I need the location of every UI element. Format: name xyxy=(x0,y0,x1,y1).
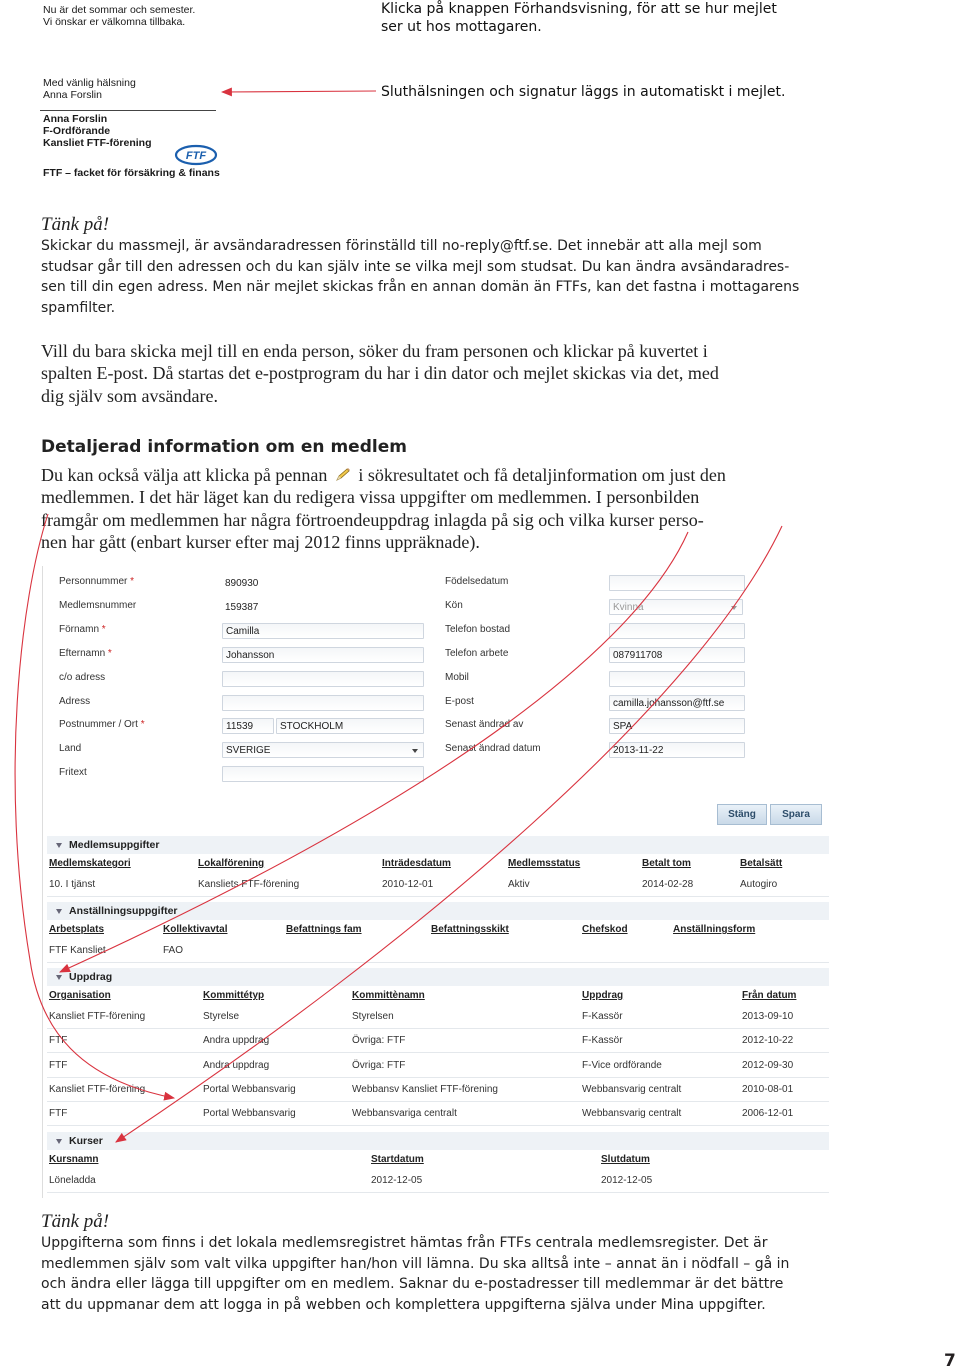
label-kon: Kön xyxy=(445,600,463,611)
chevron-down-icon xyxy=(56,1139,62,1144)
row-divider xyxy=(47,1125,829,1126)
land-select[interactable] xyxy=(222,742,424,758)
table-cell: FAO xyxy=(163,945,184,956)
table-cell: 2006-12-01 xyxy=(742,1108,794,1119)
table-cell: F-Vice ordförande xyxy=(582,1060,662,1071)
column-header[interactable]: Medlemskategori xyxy=(49,858,131,869)
ftf-logo xyxy=(174,144,218,166)
table-cell: Löneladda xyxy=(49,1175,96,1186)
table-cell: FTF xyxy=(49,1035,68,1046)
column-header[interactable]: Kommittènamn xyxy=(352,990,425,1001)
table-cell: Webbansv Kansliet FTF-förening xyxy=(352,1084,498,1095)
paragraph-line: framgår om medlemmen har några förtroendeuppdrag inlagda på sig och vilka kurser perso- xyxy=(41,509,704,530)
page-number: 7 xyxy=(944,1351,956,1370)
signature-org: Kansliet FTF-förening xyxy=(43,137,152,149)
table-cell: 10. I tjänst xyxy=(49,879,96,890)
paragraph-line: spalten E-post. Då startas det e-postprogram du har i din dator och mejlet skickas via det, med xyxy=(41,363,719,384)
mobil-input[interactable] xyxy=(609,671,745,687)
tip-line: sen till din egen adress. Men när mejlet skickas från en annan domän än FTFs, kan det fastna i mottagarens xyxy=(41,279,800,295)
section-employment[interactable] xyxy=(47,902,829,920)
fritext-input[interactable] xyxy=(222,766,424,782)
column-header[interactable]: Medlemsstatus xyxy=(508,858,581,869)
label-mobil: Mobil xyxy=(445,672,469,683)
medlemsnummer-value: 159387 xyxy=(225,602,259,613)
paragraph-line: medlemmen. I det här läget kan du redigera vissa uppgifter om medlemmen. I personbilden xyxy=(41,487,700,508)
signature-greeting xyxy=(43,77,136,101)
paragraph-line: Vill du bara skicka mejl till en enda person, söker du fram personen och klickar på kuvertet i xyxy=(41,341,708,361)
label-senast-andrad-av: Senast ändrad av xyxy=(445,719,524,730)
adress-input[interactable] xyxy=(222,695,424,711)
label-land: Land xyxy=(59,743,82,754)
telefon-bostad-input[interactable] xyxy=(609,623,745,639)
table-cell: Portal Webbansvarig xyxy=(203,1084,296,1095)
table-cell: Aktiv xyxy=(508,879,530,890)
table-cell: Kansliet FTF-förening xyxy=(49,1011,146,1022)
signature-name: Anna Forslin xyxy=(43,113,108,125)
row-divider xyxy=(47,962,829,963)
table-cell: Portal Webbansvarig xyxy=(203,1108,296,1119)
label-co-adress: c/o adress xyxy=(59,672,106,683)
table-cell: Webbansvariga centralt xyxy=(352,1108,457,1119)
signature-block xyxy=(43,113,152,149)
table-cell: Övriga: FTF xyxy=(352,1035,406,1046)
label-telefon-arbete: Telefon arbete xyxy=(445,648,509,659)
row-divider xyxy=(47,1052,829,1053)
preview-callout-line-2: ser ut hos mottagaren. xyxy=(381,19,542,35)
table-cell: FTF Kansliet xyxy=(49,945,106,956)
label-personnummer: Personnummer * xyxy=(59,576,135,587)
pencil-icon xyxy=(334,468,352,482)
vacation-message xyxy=(43,4,195,28)
table-cell: 2010-08-01 xyxy=(742,1084,794,1095)
tip-line: spamfilter. xyxy=(41,299,116,316)
label-postnummer-ort: Postnummer / Ort * xyxy=(59,719,145,730)
table-cell: Andra uppdrag xyxy=(203,1060,270,1071)
paragraph-line: nen har gått (enbart kurser efter maj 2012 finns uppräknade). xyxy=(41,531,480,552)
table-cell: Webbansvarig centralt xyxy=(582,1108,682,1119)
table-cell: Andra uppdrag xyxy=(203,1035,270,1046)
signature-callout: Sluthälsningen och signatur läggs in automatiskt i mejlet. xyxy=(381,84,786,100)
table-cell: 2010-12-01 xyxy=(382,879,434,890)
tip-heading: Tänk på! xyxy=(41,1211,110,1232)
detail-paragraph xyxy=(41,464,726,553)
label-efternamn: Efternamn * xyxy=(59,648,112,659)
column-header[interactable]: Befattnings fam xyxy=(286,924,362,935)
table-cell: Kansliets FTF-förening xyxy=(198,879,300,890)
column-header[interactable]: Betalsätt xyxy=(740,858,783,869)
signature-title: F-Ordförande xyxy=(43,125,111,137)
table-cell: Styrelse xyxy=(203,1011,240,1022)
label-fritext: Fritext xyxy=(59,767,87,778)
column-header[interactable]: Kommittétyp xyxy=(203,990,265,1001)
section-title: Kurser xyxy=(69,1135,103,1147)
section-heading: Detaljerad information om en medlem xyxy=(41,437,407,457)
label-adress: Adress xyxy=(59,696,91,707)
member-detail-screenshot xyxy=(42,566,828,1198)
table-cell: Styrelsen xyxy=(352,1011,394,1022)
section-title: Uppdrag xyxy=(69,971,113,983)
arrow-to-signature xyxy=(222,91,376,92)
column-header[interactable]: Chefskod xyxy=(582,924,628,935)
section-title: Anställningsuppgifter xyxy=(69,905,178,917)
column-header[interactable]: Startdatum xyxy=(371,1154,424,1165)
save-button[interactable]: Spara xyxy=(770,804,822,825)
column-header[interactable]: Organisation xyxy=(49,990,111,1001)
chevron-down-icon xyxy=(56,909,62,914)
chevron-down-icon xyxy=(412,749,418,753)
land-selected: SVERIGE xyxy=(226,745,271,756)
e-post-input[interactable]: camilla.johansson@ftf.se xyxy=(609,695,745,711)
senast-andrad-av-value: SPA xyxy=(609,718,745,734)
table-cell: 2012-09-30 xyxy=(742,1060,794,1071)
preview-callout xyxy=(381,0,777,36)
senast-andrad-datum-value: 2013-11-22 xyxy=(609,742,745,758)
detail-line-1-end: i sökresultatet och få detaljinformation om just den xyxy=(358,465,726,485)
greeting-name: Anna Forslin xyxy=(43,89,102,101)
tip-line: medlemmen själv som valt vilka uppgifter han/hon vill lämna. Du ska alltså inte – annat än i nödfall – gå in xyxy=(41,1255,790,1272)
tip-paragraph xyxy=(41,236,799,318)
row-divider xyxy=(47,1028,829,1029)
tip-line: Skickar du massmejl, är avsändaradressen förinställd till no-reply@ftf.se. Det innebär att alla mejl som xyxy=(41,238,762,254)
row-divider xyxy=(47,1077,829,1078)
table-cell: 2012-12-05 xyxy=(371,1175,423,1186)
detail-line-1 xyxy=(41,464,726,486)
column-header[interactable]: Anställningsform xyxy=(673,924,756,935)
co-adress-input[interactable] xyxy=(222,671,424,687)
table-cell: 2013-09-10 xyxy=(742,1011,794,1022)
table-cell: 2012-10-22 xyxy=(742,1035,794,1046)
column-header[interactable]: Inträdesdatum xyxy=(382,858,451,869)
chevron-down-icon xyxy=(731,606,737,610)
personnummer-value: 890930 xyxy=(225,578,259,589)
label-telefon-bostad: Telefon bostad xyxy=(445,624,511,635)
column-header[interactable]: Betalt tom xyxy=(642,858,691,869)
chevron-down-icon xyxy=(56,843,62,848)
column-header[interactable]: Slutdatum xyxy=(601,1154,650,1165)
section-courses[interactable] xyxy=(47,1132,829,1150)
telefon-arbete-input[interactable]: 087911708 xyxy=(609,647,745,663)
label-senast-andrad-datum: Senast ändrad datum xyxy=(445,743,541,754)
label-medlemsnummer: Medlemsnummer xyxy=(59,600,137,611)
label-e-post: E-post xyxy=(445,696,474,707)
column-header[interactable]: Uppdrag xyxy=(582,990,624,1001)
column-header[interactable]: Från datum xyxy=(742,990,797,1001)
single-mail-paragraph xyxy=(41,340,719,407)
paragraph-line: dig själv som avsändare. xyxy=(41,385,218,406)
column-header[interactable]: Befattningsskikt xyxy=(431,924,509,935)
signature-divider xyxy=(40,110,216,111)
ort-input[interactable]: STOCKHOLM xyxy=(276,718,424,734)
table-cell: Webbansvarig centralt xyxy=(582,1084,682,1095)
greeting-text: Med vänlig hälsning xyxy=(43,77,136,89)
kon-selected: Kvinna xyxy=(613,602,644,613)
table-cell: Övriga: FTF xyxy=(352,1060,406,1071)
row-divider xyxy=(47,1192,829,1193)
table-cell: F-Kassör xyxy=(582,1035,623,1046)
signature-footer: FTF – facket för försäkring & finans xyxy=(43,167,220,179)
column-header[interactable]: Kollektivavtal xyxy=(163,924,228,935)
tip-line: att du uppmanar dem att logga in på webben och komplettera uppgifterna själva under Mina uppgifter. xyxy=(41,1296,766,1313)
postnummer-input[interactable]: 11539 xyxy=(222,718,274,734)
column-header[interactable]: Kursnamn xyxy=(49,1154,99,1165)
table-cell: FTF xyxy=(49,1108,68,1119)
tip-line: Uppgifterna som finns i det lokala medlemsregistret hämtas från FTFs centrala medlemsregister. Det är xyxy=(41,1235,768,1251)
svg-text:FTF: FTF xyxy=(185,150,207,162)
fornamn-input[interactable]: Camilla xyxy=(222,623,424,639)
chevron-down-icon xyxy=(56,975,62,980)
fodelsedatum-input[interactable] xyxy=(609,575,745,591)
section-title: Medlemsuppgifter xyxy=(69,839,160,851)
column-header[interactable]: Lokalförening xyxy=(198,858,265,869)
section-membership[interactable] xyxy=(47,836,829,854)
tip-heading: Tänk på! xyxy=(41,214,110,235)
section-assignments[interactable] xyxy=(47,968,829,986)
label-fornamn: Förnamn * xyxy=(59,624,106,635)
table-cell: 2012-12-05 xyxy=(601,1175,653,1186)
table-cell: 2014-02-28 xyxy=(642,879,694,890)
preview-callout-line-1: Klicka på knappen Förhandsvisning, för att se hur mejlet xyxy=(381,1,777,17)
row-divider xyxy=(47,1101,829,1102)
tip-line: och ändra eller lägga till uppgifter om en medlem. Saknar du e-postadresser till medlemmar är det bättre xyxy=(41,1276,784,1292)
vacation-line-2: Vi önskar er välkomna tillbaka. xyxy=(43,16,186,28)
column-header[interactable]: Arbetsplats xyxy=(49,924,105,935)
close-button[interactable]: Stäng xyxy=(717,804,767,825)
tip-paragraph xyxy=(41,1233,789,1315)
vacation-line-1: Nu är det sommar och semester. xyxy=(43,4,196,16)
kon-select[interactable] xyxy=(609,599,743,615)
efternamn-input[interactable]: Johansson xyxy=(222,647,424,663)
label-fodelsedatum: Födelsedatum xyxy=(445,576,509,587)
table-cell: FTF xyxy=(49,1060,68,1071)
table-cell: F-Kassör xyxy=(582,1011,623,1022)
table-cell: Kansliet FTF-förening xyxy=(49,1084,146,1095)
table-cell: Autogiro xyxy=(740,879,778,890)
row-divider xyxy=(47,896,829,897)
detail-line-1-start: Du kan också välja att klicka på pennan xyxy=(41,465,328,485)
tip-line: studsar går till den adressen och du kan själv inte se vilka mejl som studsat. Du kan ändra avsändaradres- xyxy=(41,258,790,275)
